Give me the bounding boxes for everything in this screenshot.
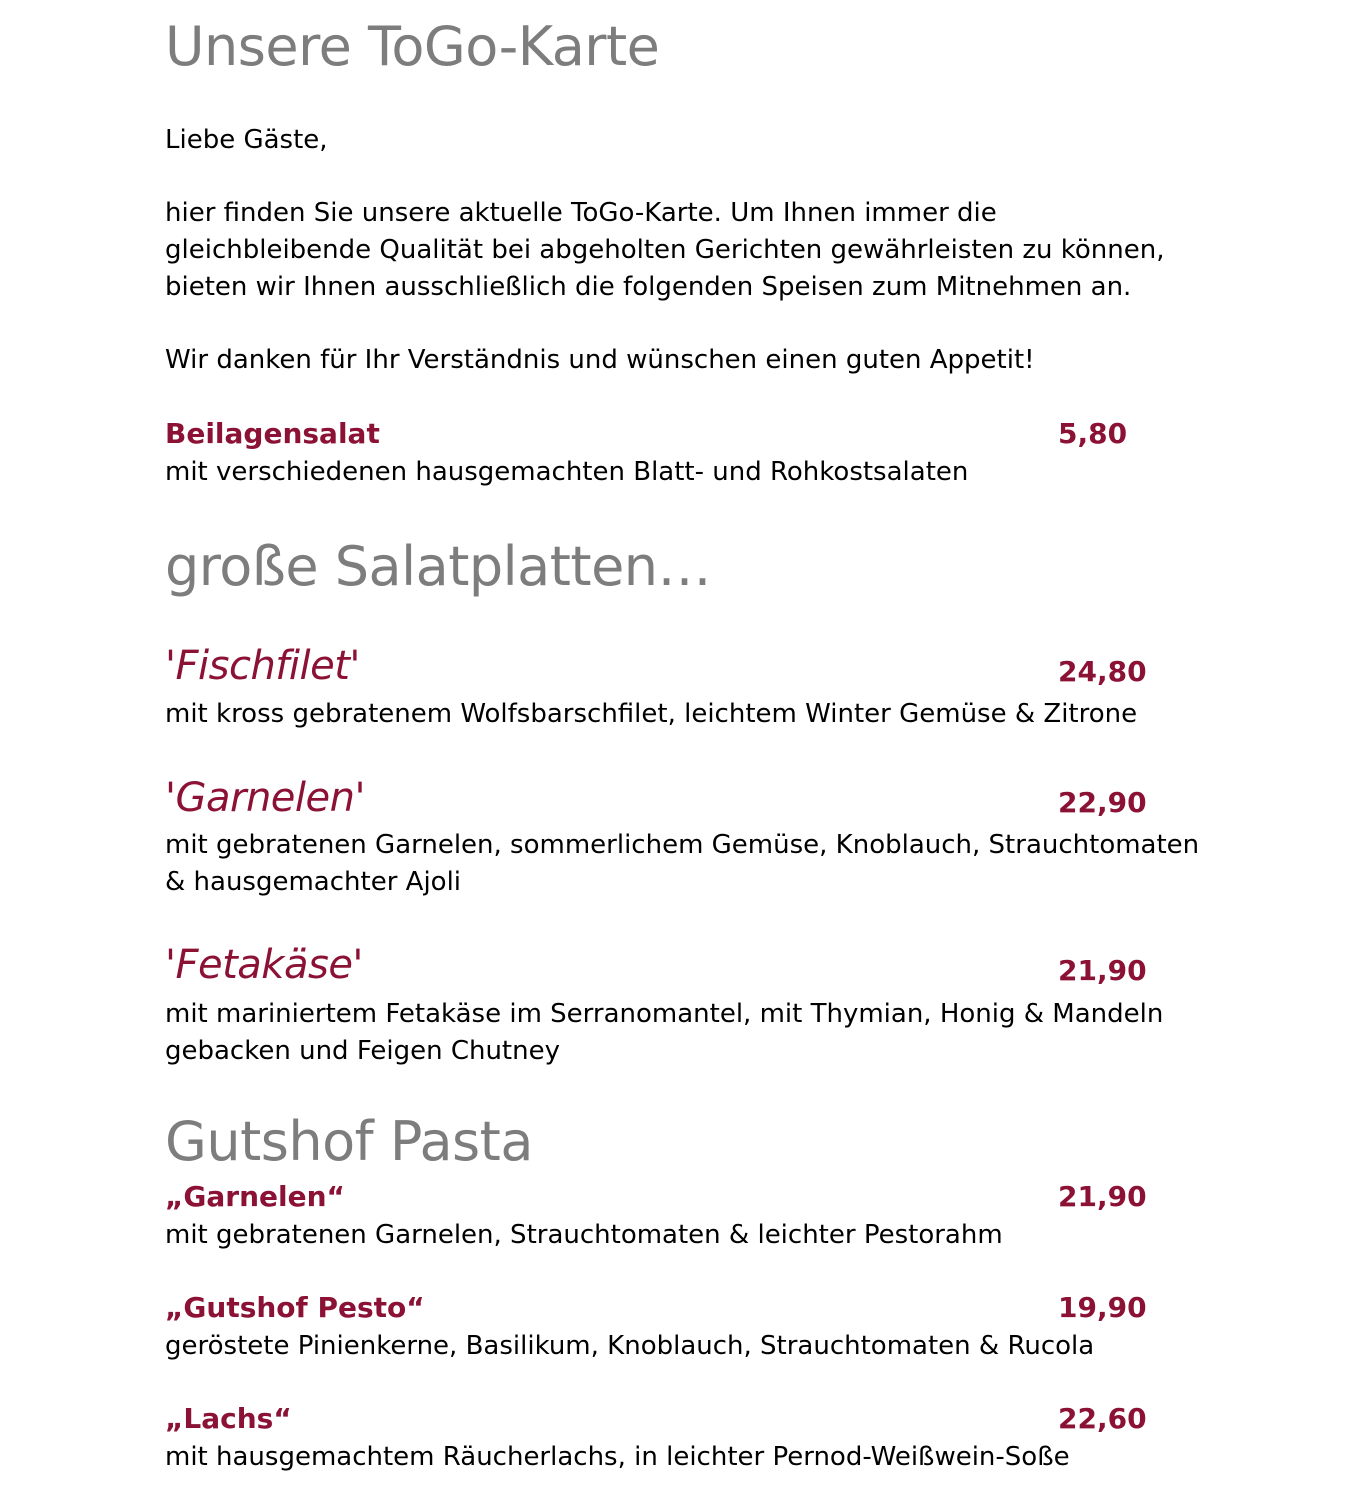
menu-item-desc-gutshof-pesto: geröstete Pinienkerne, Basilikum, Knoblauch, Strauchtomaten & Rucola <box>165 1331 1095 1361</box>
menu-item-price-lachs: 22,60 <box>1058 1402 1147 1435</box>
menu-item-price-gutshof-pesto: 19,90 <box>1058 1291 1147 1324</box>
menu-item-name-beilagensalat: Beilagensalat <box>165 417 380 450</box>
menu-item-price-fetakaese: 21,90 <box>1058 954 1147 987</box>
menu-item-name-garnelen-pasta: „Garnelen“ <box>165 1180 345 1213</box>
menu-item-name-fischfilet: 'Fischfilet' <box>165 643 360 689</box>
menu-item-price-beilagensalat: 5,80 <box>1058 417 1128 450</box>
section-heading-pasta: Gutshof Pasta <box>165 1110 533 1173</box>
intro-line-1: hier finden Sie unsere aktuelle ToGo-Karte. Um Ihnen immer die <box>165 198 997 228</box>
page-title: Unsere ToGo-Karte <box>165 15 660 78</box>
menu-item-desc-garnelen-pasta: mit gebratenen Garnelen, Strauchtomaten & leichter Pestorahm <box>165 1220 1003 1250</box>
menu-item-price-garnelen-salat: 22,90 <box>1058 786 1147 819</box>
greeting: Liebe Gäste, <box>165 125 328 155</box>
menu-item-desc-garnelen-salat-2: & hausgemachter Ajoli <box>165 867 462 897</box>
menu-item-desc-beilagensalat: mit verschiedenen hausgemachten Blatt- und Rohkostsalaten <box>165 457 969 487</box>
menu-item-name-garnelen-salat: 'Garnelen' <box>165 775 365 821</box>
menu-item-desc-fischfilet: mit kross gebratenem Wolfsbarschfilet, leichtem Winter Gemüse & Zitrone <box>165 699 1138 729</box>
menu-item-desc-lachs: mit hausgemachtem Räucherlachs, in leichter Pernod-Weißwein-Soße <box>165 1442 1070 1472</box>
intro-line-3: bieten wir Ihnen ausschließlich die folgenden Speisen zum Mitnehmen an. <box>165 272 1132 302</box>
menu-item-name-fetakaese: 'Fetakäse' <box>165 942 363 988</box>
menu-item-desc-fetakaese-2: gebacken und Feigen Chutney <box>165 1036 560 1066</box>
intro-closing: Wir danken für Ihr Verständnis und wünschen einen guten Appetit! <box>165 345 1035 375</box>
menu-item-name-gutshof-pesto: „Gutshof Pesto“ <box>165 1291 425 1324</box>
intro-line-2: gleichbleibende Qualität bei abgeholten Gerichten gewährleisten zu können, <box>165 235 1165 265</box>
menu-item-price-garnelen-pasta: 21,90 <box>1058 1180 1147 1213</box>
menu-item-price-fischfilet: 24,80 <box>1058 655 1147 688</box>
section-heading-salads: große Salatplatten… <box>165 535 712 598</box>
menu-item-desc-garnelen-salat-1: mit gebratenen Garnelen, sommerlichem Gemüse, Knoblauch, Strauchtomaten <box>165 830 1200 860</box>
menu-item-name-lachs: „Lachs“ <box>165 1402 292 1435</box>
menu-item-desc-fetakaese-1: mit mariniertem Fetakäse im Serranomantel, mit Thymian, Honig & Mandeln <box>165 999 1164 1029</box>
